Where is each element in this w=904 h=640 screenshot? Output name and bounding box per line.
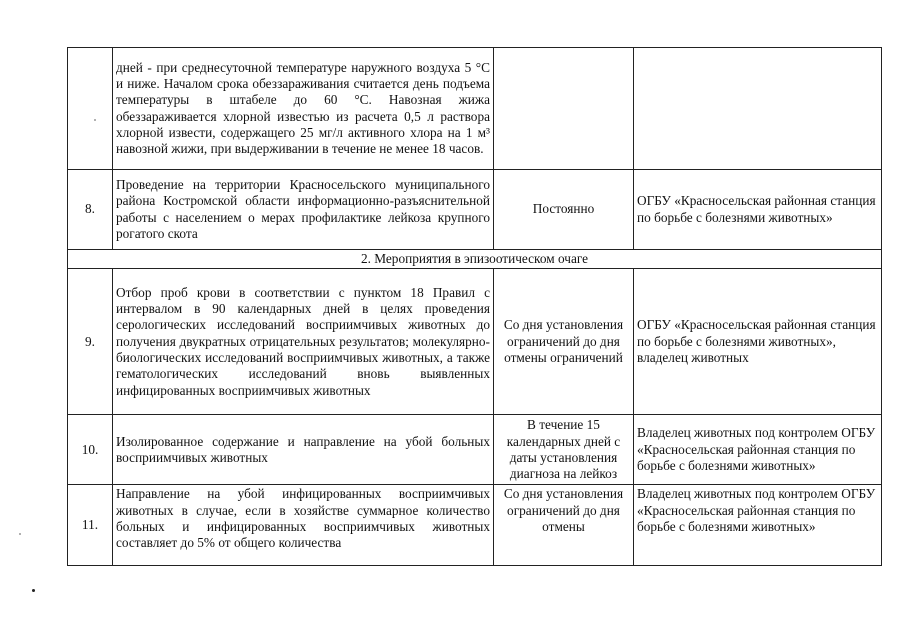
measure-description: Проведение на территории Красносельского муниципального района Костромской области информационно-разъяснительной работы с населением о мерах профилактике лейкоза крупного рогатого скота xyxy=(113,170,494,250)
table-row xyxy=(68,269,882,415)
measure-period: В течение 15 календарных дней с даты установления диагноза на лейкоз xyxy=(494,415,634,485)
measure-description: дней - при среднесуточной температуре наружного воздуха 5 °С и ниже. Началом срока обеззараживания считается день подъема температуры в штабеле до 60 °С. Навозная жижа обеззараживается хлорной известью из расчета 0,5 л раствора хлорной извести, содержащего 25 мг/л активного хлора на 1 м³ навозной жижи, при выдерживании в течение не менее 18 часов. xyxy=(113,48,494,170)
section-title: 2. Мероприятия в эпизоотическом очаге xyxy=(68,250,882,269)
measure-responsible xyxy=(634,485,882,566)
measure-period-text: Со дня установления ограничений до дня отмены xyxy=(503,486,624,534)
scan-speck xyxy=(94,119,96,121)
measure-description: Изолированное содержание и направление на убой больных восприимчивых животных xyxy=(113,415,494,485)
table-row xyxy=(68,48,882,170)
scan-speck xyxy=(19,533,21,535)
measure-description-text: Направление на убой инфицированных восприимчивых животных в случае, если в хозяйстве суммарное количество больных и инфицированных восприимчивых животных составляет до 5% от общего количества xyxy=(116,486,490,551)
measure-period xyxy=(494,48,634,170)
row-number xyxy=(68,48,113,170)
row-number: 11. xyxy=(68,485,113,566)
measure-responsible-text: Владелец животных под контролем ОГБУ «Красносельская районная станция по борьбе с болезнями животных» xyxy=(637,486,876,534)
row-number: 9. xyxy=(68,269,113,415)
table-row xyxy=(68,170,882,250)
row-number: 10. xyxy=(68,415,113,485)
row-number: 8. xyxy=(68,170,113,250)
measure-responsible: Владелец животных под контролем ОГБУ «Красносельская районная станция по борьбе с болезнями животных» xyxy=(634,415,882,485)
section-header-row xyxy=(68,250,882,269)
measure-responsible: ОГБУ «Красносельская районная станция по борьбе с болезнями животных» xyxy=(634,170,882,250)
measure-description xyxy=(113,485,494,566)
measure-description: Отбор проб крови в соответствии с пунктом 18 Правил с интервалом в 90 календарных дней в целях проведения серологических исследований восприимчивых животных до получения двукратных отрицательных результатов; молекулярно-биологических исследований восприимчивых животных, а также гематологических исследований вновь выявленных инфицированных восприимчивых животных xyxy=(113,269,494,415)
measure-period: Постоянно xyxy=(494,170,634,250)
measures-table xyxy=(67,47,882,566)
measure-responsible xyxy=(634,48,882,170)
table-row xyxy=(68,415,882,485)
table-row xyxy=(68,485,882,566)
scan-dot xyxy=(32,589,35,592)
measure-period: Со дня установления ограничений до дня отмены ограничений xyxy=(494,269,634,415)
measure-period xyxy=(494,485,634,566)
measure-responsible: ОГБУ «Красносельская районная станция по борьбе с болезнями животных», владелец животных xyxy=(634,269,882,415)
